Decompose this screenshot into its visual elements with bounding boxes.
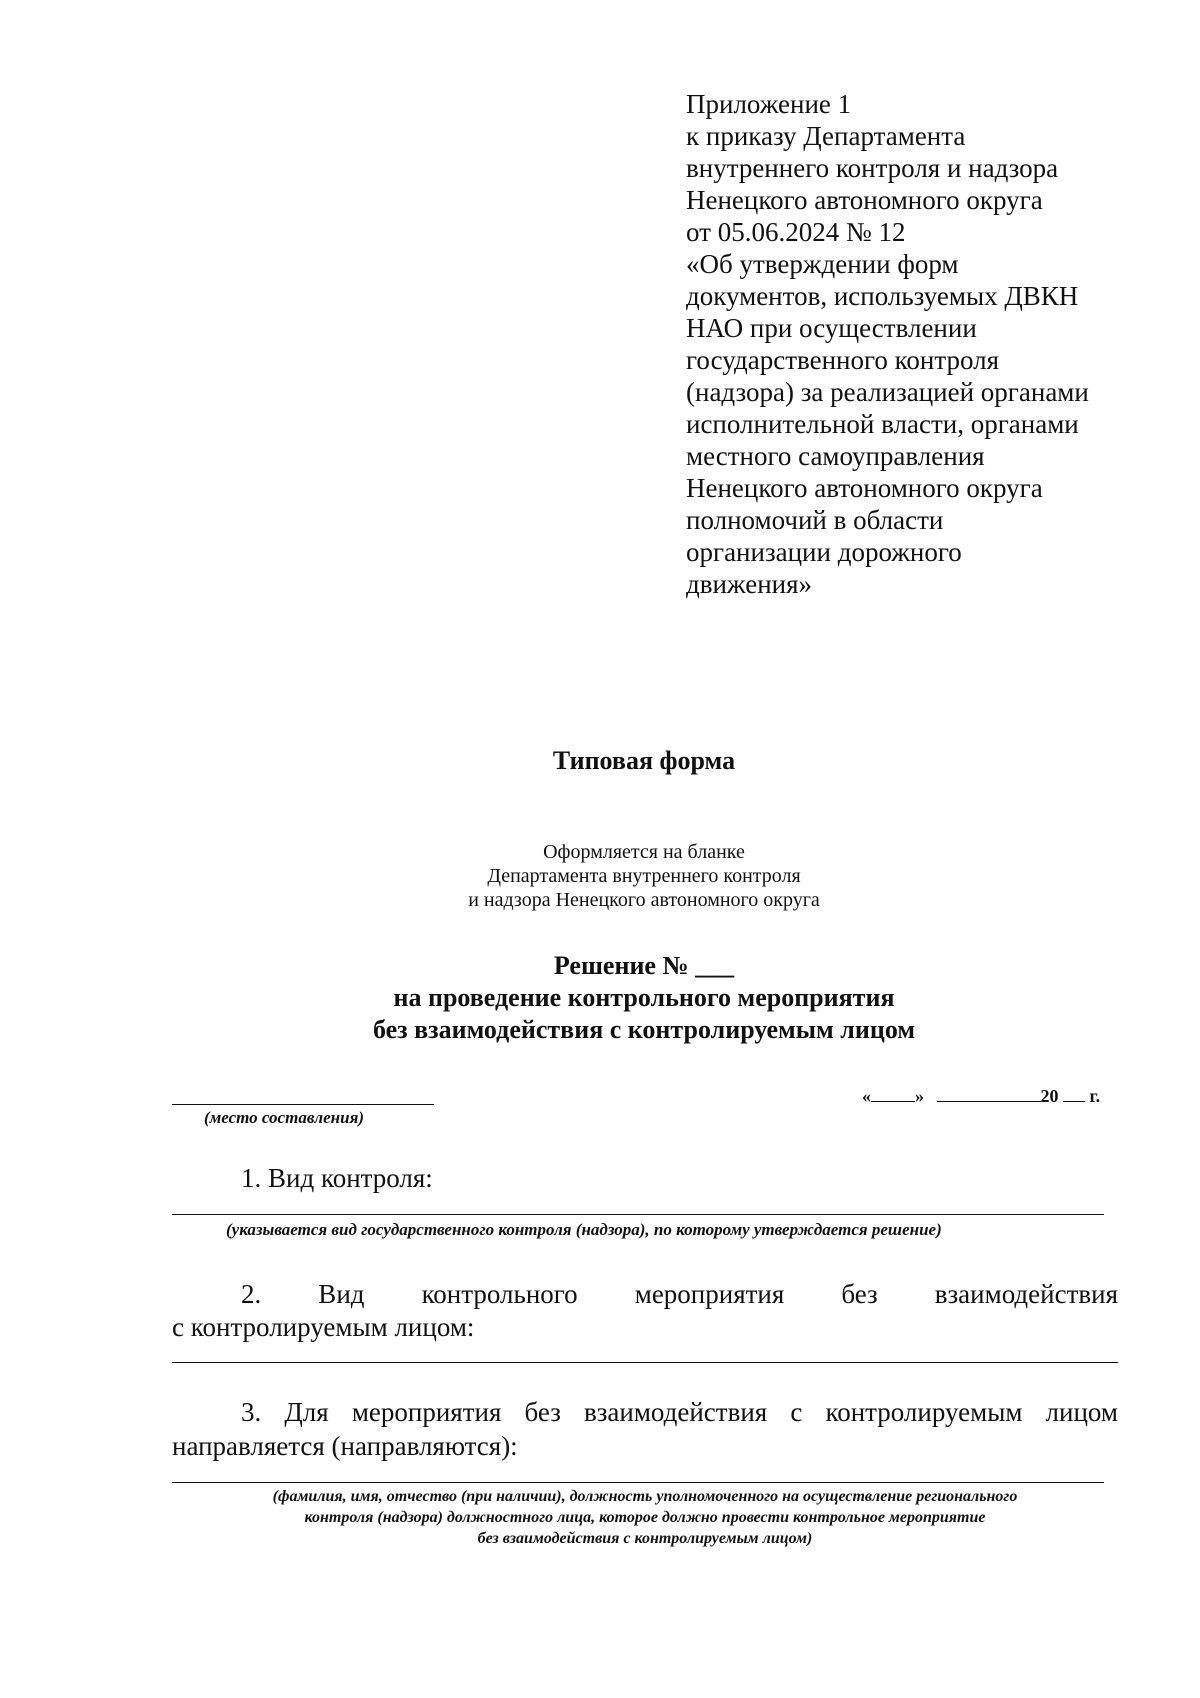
item-3-note-line: без взаимодействия с контролируемым лицом) (477, 1530, 813, 1547)
blank-note (0, 840, 1200, 912)
item-2-field-line[interactable] (172, 1362, 1118, 1363)
item-1-note: (указывается вид государственного контроля (надзора), по которому утверждается решение) (226, 1220, 942, 1239)
place-field-line[interactable] (172, 1104, 434, 1105)
appendix-line: местного самоуправления (686, 441, 985, 471)
item-2-line-1: 2. Вид контрольного мероприятия без взаимодействия (241, 1279, 1118, 1309)
date-year-prefix: 20 (1040, 1086, 1059, 1106)
blank-note-line: и надзора Ненецкого автономного округа (468, 889, 820, 911)
item-2-line-2: с контролируемым лицом: (172, 1312, 475, 1342)
date-month-blank[interactable] (937, 1101, 1041, 1102)
appendix-line: НАО при осуществлении (686, 313, 977, 343)
item-3-note (172, 1486, 1118, 1549)
appendix-line: от 05.06.2024 № 12 (686, 217, 906, 247)
item-3-field-line[interactable] (172, 1482, 1104, 1483)
appendix-line: движения» (686, 569, 813, 599)
decision-title-line: без взаимодействия с контролируемым лицом (372, 1015, 916, 1044)
item-1-field-line[interactable] (172, 1214, 1104, 1215)
appendix-line: Приложение 1 (686, 89, 852, 119)
decision-title-line: на проведение контрольного мероприятия (393, 983, 895, 1012)
appendix-line: (надзора) за реализацией органами (686, 377, 1089, 407)
appendix-line: государственного контроля (686, 345, 999, 375)
appendix-line: Ненецкого автономного округа (686, 185, 1043, 215)
place-note: (место составления) (204, 1108, 364, 1127)
date-field[interactable] (862, 1086, 1100, 1107)
item-3-line-2: направляется (направляются): (172, 1431, 518, 1461)
appendix-line: к приказу Департамента (686, 121, 966, 151)
appendix-line: организации дорожного (686, 537, 962, 567)
appendix-line: «Об утверждении форм (686, 249, 959, 279)
appendix-line: внутреннего контроля и надзора (686, 153, 1059, 183)
decision-title-line: Решение № ___ (553, 951, 735, 980)
date-year-blank[interactable] (1063, 1101, 1085, 1102)
date-year-suffix: г. (1089, 1086, 1101, 1106)
item-3-note-line: (фамилия, имя, отчество (при наличии), должность уполномоченного на осуществление регионального (272, 1488, 1018, 1505)
blank-note-line: Оформляется на бланке (543, 841, 745, 863)
appendix-line: исполнительной власти, органами (686, 409, 1079, 439)
appendix-block (686, 88, 1186, 600)
item-3-note-line: контроля (надзора) должностного лица, которое должно провести контрольное мероприятие (304, 1509, 986, 1526)
item-3-line-1: 3. Для мероприятия без взаимодействия с контролируемым лицом (241, 1397, 1118, 1427)
date-open-quote: « (862, 1086, 871, 1106)
form-type-title: Типовая форма (552, 746, 736, 775)
date-day-blank[interactable] (871, 1101, 915, 1102)
decision-title (0, 950, 1200, 1046)
blank-note-line: Департамента внутреннего контроля (487, 865, 801, 887)
date-close-quote: » (915, 1086, 924, 1106)
item-1-label: 1. Вид контроля: (241, 1163, 433, 1193)
appendix-line: Ненецкого автономного округа (686, 473, 1043, 503)
appendix-line: полномочий в области (686, 505, 944, 535)
appendix-line: документов, используемых ДВКН (686, 281, 1079, 311)
